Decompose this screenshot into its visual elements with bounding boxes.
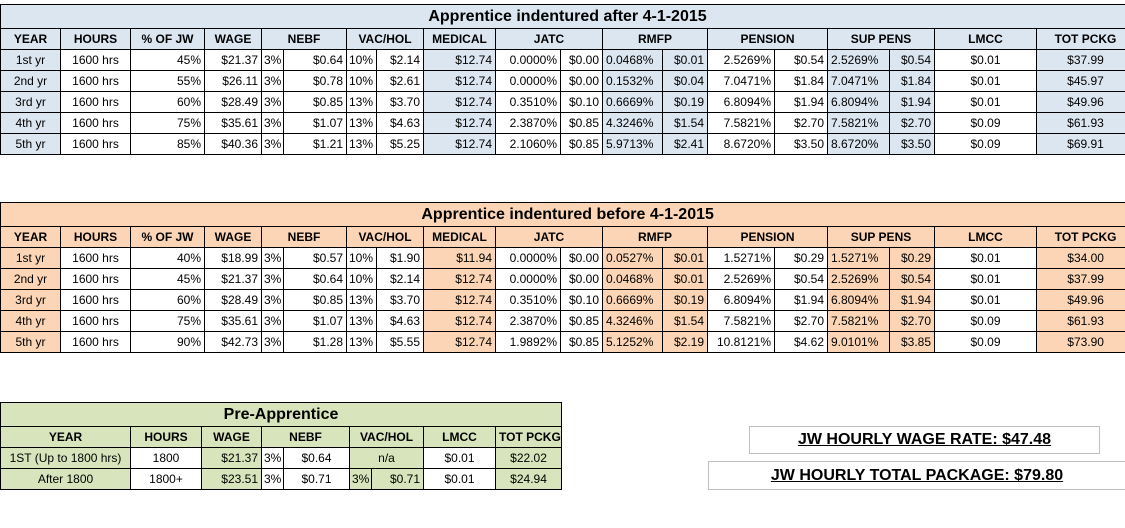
pension-percent-cell: 8.6720% [708,134,775,155]
year-cell: 2nd yr [1,269,61,290]
table-before-2015 [0,202,1125,353]
nebf-percent-cell: 3% [262,448,284,469]
percent-of-jw-cell: 90% [131,332,205,353]
jatc-percent-cell: 2.1060% [496,134,561,155]
year-cell: 4th yr [1,113,61,134]
column-header: RMFP [603,227,708,248]
column-header: JATC [496,29,603,50]
column-header: WAGE [202,427,262,448]
column-header: RMFP [603,29,708,50]
jatc-percent-cell: 0.3510% [496,92,561,113]
percent-of-jw-cell: 75% [131,113,205,134]
pension-cell: $1.94 [775,290,828,311]
hours-cell: 1600 hrs [61,332,131,353]
hours-cell: 1800+ [131,469,202,490]
year-cell: 4th yr [1,311,61,332]
column-header: HOURS [131,427,202,448]
total-package-cell: $37.99 [1037,50,1125,71]
column-header: NEBF [262,29,347,50]
vac-hol-cell: $3.70 [377,290,424,311]
medical-cell: $12.74 [424,332,496,353]
nebf-percent-cell: 3% [262,71,284,92]
nebf-cell: $1.28 [284,332,347,353]
rmfp-percent-cell: 5.9713% [603,134,663,155]
wage-cell: $18.99 [205,248,262,269]
nebf-percent-cell: 3% [262,248,284,269]
medical-cell: $12.74 [424,71,496,92]
wage-cell: $28.49 [205,92,262,113]
column-header: YEAR [1,227,61,248]
pension-cell: $4.62 [775,332,828,353]
year-cell: After 1800 [1,469,131,490]
pension-percent-cell: 10.8121% [708,332,775,353]
jw-hourly-wage-rate: JW HOURLY WAGE RATE: $47.48 [749,426,1100,454]
year-cell: 1ST (Up to 1800 hrs) [1,448,131,469]
nebf-cell: $1.07 [284,113,347,134]
lmcc-cell: $0.01 [935,92,1037,113]
year-cell: 1st yr [1,50,61,71]
vac-hol-percent-cell: 13% [347,332,377,353]
column-header: TOT PCKG [1037,29,1125,50]
column-header: PENSION [708,227,828,248]
wage-cell: $35.61 [205,113,262,134]
sup-pens-percent-cell: 7.0471% [828,71,890,92]
column-header: NEBF [262,227,347,248]
column-header: WAGE [205,227,262,248]
percent-of-jw-cell: 60% [131,92,205,113]
sup-pens-cell: $1.94 [890,92,935,113]
nebf-cell: $0.64 [284,448,350,469]
pension-cell: $1.94 [775,92,828,113]
hours-cell: 1600 hrs [61,113,131,134]
medical-cell: $12.74 [424,290,496,311]
nebf-cell: $1.21 [284,134,347,155]
rmfp-cell: $0.01 [663,248,708,269]
rmfp-percent-cell: 0.6669% [603,92,663,113]
wage-cell: $42.73 [205,332,262,353]
table-after-2015 [0,4,1125,155]
jatc-percent-cell: 0.0000% [496,71,561,92]
rmfp-percent-cell: 0.1532% [603,71,663,92]
lmcc-cell: $0.09 [935,113,1037,134]
sup-pens-cell: $2.70 [890,113,935,134]
wage-cell: $21.37 [202,448,262,469]
total-package-cell: $45.97 [1037,71,1125,92]
lmcc-cell: $0.01 [935,269,1037,290]
jatc-cell: $0.85 [561,332,603,353]
rmfp-cell: $1.54 [663,311,708,332]
pension-cell: $0.54 [775,269,828,290]
sup-pens-percent-cell: 7.5821% [828,311,890,332]
vac-hol-percent-cell: 13% [347,113,377,134]
wage-cell: $35.61 [205,311,262,332]
nebf-percent-cell: 3% [262,92,284,113]
column-header: VAC/HOL [347,227,424,248]
lmcc-cell: $0.01 [424,448,496,469]
year-cell: 3rd yr [1,92,61,113]
jatc-percent-cell: 2.3870% [496,113,561,134]
pension-cell: $2.70 [775,113,828,134]
sup-pens-percent-cell: 2.5269% [828,50,890,71]
total-package-cell: $22.02 [496,448,562,469]
vac-hol-cell: $0.71 [372,469,424,490]
percent-of-jw-cell: 45% [131,50,205,71]
rmfp-percent-cell: 0.0468% [603,50,663,71]
vac-hol-percent-cell: 13% [347,311,377,332]
total-package-cell: $49.96 [1037,290,1125,311]
column-header: SUP PENS [828,29,935,50]
medical-cell: $12.74 [424,311,496,332]
vac-hol-percent-cell: 10% [347,269,377,290]
sup-pens-cell: $0.54 [890,269,935,290]
column-header: TOT PCKG [1037,227,1125,248]
lmcc-cell: $0.01 [935,50,1037,71]
nebf-cell: $0.78 [284,71,347,92]
year-cell: 2nd yr [1,71,61,92]
rmfp-percent-cell: 0.0468% [603,269,663,290]
column-header: MEDICAL [424,227,496,248]
vac-hol-cell: $2.14 [377,50,424,71]
medical-cell: $12.74 [424,92,496,113]
vac-hol-cell: $3.70 [377,92,424,113]
rmfp-percent-cell: 4.3246% [603,113,663,134]
column-header: MEDICAL [424,29,496,50]
jatc-cell: $0.85 [561,134,603,155]
column-header: TOT PCKG [496,427,562,448]
jatc-percent-cell: 0.0000% [496,248,561,269]
sup-pens-percent-cell: 9.0101% [828,332,890,353]
hours-cell: 1600 hrs [61,92,131,113]
lmcc-cell: $0.01 [935,290,1037,311]
nebf-percent-cell: 3% [262,113,284,134]
nebf-cell: $1.07 [284,311,347,332]
lmcc-cell: $0.01 [424,469,496,490]
percent-of-jw-cell: 45% [131,269,205,290]
table-row [1,71,1125,92]
table-row [1,92,1125,113]
percent-of-jw-cell: 75% [131,311,205,332]
column-header: YEAR [1,29,61,50]
vac-hol-percent-cell: 13% [347,290,377,311]
jatc-cell: $0.85 [561,113,603,134]
lmcc-cell: $0.09 [935,332,1037,353]
hours-cell: 1600 hrs [61,71,131,92]
medical-cell: $12.74 [424,269,496,290]
pension-cell: $2.70 [775,311,828,332]
sup-pens-cell: $0.54 [890,50,935,71]
vac-hol-cell: $4.63 [377,311,424,332]
jatc-cell: $0.00 [561,71,603,92]
sup-pens-percent-cell: 7.5821% [828,113,890,134]
jatc-cell: $0.10 [561,92,603,113]
table-row [1,113,1125,134]
sup-pens-percent-cell: 6.8094% [828,92,890,113]
jatc-cell: $0.10 [561,290,603,311]
vac-hol-cell: $5.25 [377,134,424,155]
wage-cell: $28.49 [205,290,262,311]
nebf-percent-cell: 3% [262,469,284,490]
year-cell: 3rd yr [1,290,61,311]
column-header: WAGE [205,29,262,50]
pension-percent-cell: 2.5269% [708,269,775,290]
percent-of-jw-cell: 40% [131,248,205,269]
lmcc-cell: $0.09 [935,311,1037,332]
vac-hol-percent-cell: 10% [347,71,377,92]
nebf-cell: $0.85 [284,92,347,113]
nebf-percent-cell: 3% [262,311,284,332]
table-row [1,50,1125,71]
table-pre-body [1,403,562,490]
nebf-cell: $0.85 [284,290,347,311]
column-header: SUP PENS [828,227,935,248]
vac-hol-percent-cell: 13% [347,134,377,155]
table-row [1,448,562,469]
wage-cell: $21.37 [205,269,262,290]
medical-cell: $12.74 [424,134,496,155]
rmfp-cell: $0.19 [663,92,708,113]
percent-of-jw-cell: 60% [131,290,205,311]
sup-pens-cell: $1.84 [890,71,935,92]
vac-hol-cell: n/a [350,448,424,469]
nebf-cell: $0.64 [284,50,347,71]
total-package-cell: $37.99 [1037,269,1125,290]
year-cell: 5th yr [1,134,61,155]
vac-hol-percent-cell: 13% [347,92,377,113]
nebf-cell: $0.71 [284,469,350,490]
wage-cell: $23.51 [202,469,262,490]
pension-percent-cell: 1.5271% [708,248,775,269]
table-row [1,269,1125,290]
column-header: JATC [496,227,603,248]
pension-cell: $3.50 [775,134,828,155]
medical-cell: $11.94 [424,248,496,269]
pension-percent-cell: 2.5269% [708,50,775,71]
sup-pens-percent-cell: 2.5269% [828,269,890,290]
lmcc-cell: $0.01 [935,248,1037,269]
table-row [1,311,1125,332]
column-header: LMCC [935,227,1037,248]
hours-cell: 1600 hrs [61,134,131,155]
vac-hol-cell: $4.63 [377,113,424,134]
column-header: YEAR [1,427,131,448]
jatc-percent-cell: 0.0000% [496,50,561,71]
rmfp-cell: $0.01 [663,269,708,290]
pension-percent-cell: 7.0471% [708,71,775,92]
wage-cell: $21.37 [205,50,262,71]
sup-pens-cell: $1.94 [890,290,935,311]
pension-cell: $0.54 [775,50,828,71]
sup-pens-cell: $0.29 [890,248,935,269]
total-package-cell: $49.96 [1037,92,1125,113]
vac-hol-cell: $2.61 [377,71,424,92]
medical-cell: $12.74 [424,113,496,134]
nebf-percent-cell: 3% [262,269,284,290]
column-header: NEBF [262,427,350,448]
sup-pens-cell: $3.85 [890,332,935,353]
wage-cell: $40.36 [205,134,262,155]
hours-cell: 1600 hrs [61,311,131,332]
nebf-percent-cell: 3% [262,332,284,353]
column-header: HOURS [61,29,131,50]
table-after-body [1,5,1125,155]
pension-percent-cell: 6.8094% [708,290,775,311]
rmfp-cell: $1.54 [663,113,708,134]
sup-pens-cell: $2.70 [890,311,935,332]
total-package-cell: $61.93 [1037,311,1125,332]
year-cell: 1st yr [1,248,61,269]
sup-pens-percent-cell: 6.8094% [828,290,890,311]
lmcc-cell: $0.01 [935,71,1037,92]
table-row [1,290,1125,311]
jw-hourly-total-package: JW HOURLY TOTAL PACKAGE: $79.80 [708,461,1125,490]
table-row [1,248,1125,269]
hours-cell: 1600 hrs [61,50,131,71]
nebf-percent-cell: 3% [262,50,284,71]
nebf-cell: $0.64 [284,269,347,290]
table-row [1,134,1125,155]
pension-percent-cell: 7.5821% [708,311,775,332]
percent-of-jw-cell: 55% [131,71,205,92]
jatc-percent-cell: 0.0000% [496,269,561,290]
rmfp-percent-cell: 4.3246% [603,311,663,332]
rmfp-cell: $2.19 [663,332,708,353]
total-package-cell: $24.94 [496,469,562,490]
percent-of-jw-cell: 85% [131,134,205,155]
rmfp-percent-cell: 5.1252% [603,332,663,353]
column-header: % OF JW [131,227,205,248]
vac-hol-cell: $2.14 [377,269,424,290]
column-header: VAC/HOL [347,29,424,50]
jatc-cell: $0.00 [561,269,603,290]
sup-pens-percent-cell: 8.6720% [828,134,890,155]
vac-hol-cell: $1.90 [377,248,424,269]
nebf-percent-cell: 3% [262,134,284,155]
table-before-body [1,203,1125,353]
table-after-title: Apprentice indentured after 4-1-2015 [1,5,1125,29]
jatc-cell: $0.85 [561,311,603,332]
year-cell: 5th yr [1,332,61,353]
pension-percent-cell: 7.5821% [708,113,775,134]
nebf-cell: $0.57 [284,248,347,269]
vac-hol-percent-cell: 3% [350,469,372,490]
nebf-percent-cell: 3% [262,290,284,311]
jatc-percent-cell: 1.9892% [496,332,561,353]
jatc-cell: $0.00 [561,248,603,269]
column-header: % OF JW [131,29,205,50]
column-header: LMCC [935,29,1037,50]
medical-cell: $12.74 [424,50,496,71]
total-package-cell: $61.93 [1037,113,1125,134]
pension-cell: $0.29 [775,248,828,269]
hours-cell: 1600 hrs [61,290,131,311]
table-row [1,469,562,490]
pension-percent-cell: 6.8094% [708,92,775,113]
table-before-title: Apprentice indentured before 4-1-2015 [1,203,1125,227]
hours-cell: 1800 [131,448,202,469]
pension-cell: $1.84 [775,71,828,92]
column-header: HOURS [61,227,131,248]
total-package-cell: $69.91 [1037,134,1125,155]
rmfp-cell: $0.19 [663,290,708,311]
total-package-cell: $34.00 [1037,248,1125,269]
jatc-percent-cell: 0.3510% [496,290,561,311]
column-header: VAC/HOL [350,427,424,448]
column-header: LMCC [424,427,496,448]
rmfp-percent-cell: 0.6669% [603,290,663,311]
rmfp-cell: $2.41 [663,134,708,155]
wage-cell: $26.11 [205,71,262,92]
table-pre-apprentice [0,402,562,490]
table-row [1,332,1125,353]
rmfp-cell: $0.04 [663,71,708,92]
vac-hol-cell: $5.55 [377,332,424,353]
lmcc-cell: $0.09 [935,134,1037,155]
sup-pens-percent-cell: 1.5271% [828,248,890,269]
table-pre-title: Pre-Apprentice [1,403,562,427]
rmfp-cell: $0.01 [663,50,708,71]
sup-pens-cell: $3.50 [890,134,935,155]
hours-cell: 1600 hrs [61,248,131,269]
rmfp-percent-cell: 0.0527% [603,248,663,269]
vac-hol-percent-cell: 10% [347,50,377,71]
hours-cell: 1600 hrs [61,269,131,290]
jatc-percent-cell: 2.3870% [496,311,561,332]
total-package-cell: $73.90 [1037,332,1125,353]
column-header: PENSION [708,29,828,50]
jatc-cell: $0.00 [561,50,603,71]
vac-hol-percent-cell: 10% [347,248,377,269]
